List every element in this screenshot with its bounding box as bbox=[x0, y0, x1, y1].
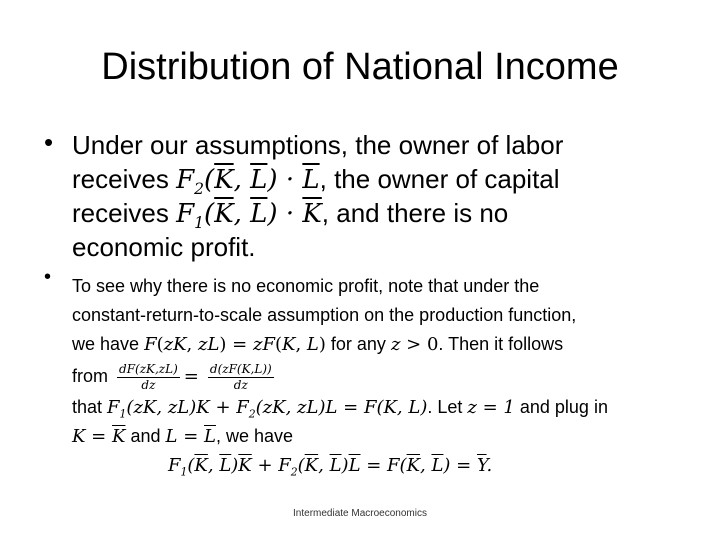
bullet-2-line-5: that $F_1(zK$, $zL)K + F_2(zK$, zL)L = F(K, L). Let z = 1 and plug in bbox=[72, 397, 608, 421]
bullet-1-line-4: economic profit. bbox=[72, 232, 256, 262]
crs-equation: F bbox=[144, 334, 157, 355]
bullet-2-line-4: from $\frac{dF(zK,zL)}{dz}$ = $\frac{d(zF(K,L))}{dz}$ bbox=[72, 361, 272, 392]
bullet-2 bbox=[72, 272, 672, 480]
bullet-dot-icon: • bbox=[44, 266, 52, 288]
bullet-dot-icon: • bbox=[44, 127, 54, 157]
k-substitution: $K = \overline{K}$ bbox=[72, 426, 126, 447]
derivative-fraction-right: $\frac{d(zF(K,L))}{dz}$ bbox=[209, 361, 272, 392]
bullet-1-line-1: Under our assumptions, the owner of labor bbox=[72, 130, 564, 160]
derivative-fraction-left: $\frac{dF(zK,zL)}{dz}$ bbox=[119, 361, 178, 392]
labor-income-formula: $F_2(\overline{K}$, $\overline{L}) \cdot \overline{L}$ bbox=[176, 165, 320, 199]
euler-equation: $F_1(zK$, $zL)K + F_2(zK$, zL)L = F(K, L) bbox=[107, 397, 428, 421]
slide-footer: Intermediate Macroeconomics bbox=[293, 508, 427, 519]
z-condition: z bbox=[390, 334, 401, 355]
l-substitution: $L = \overline{L}$ bbox=[165, 426, 216, 447]
bullet-2-line-1: To see why there is no economic profit, note that under the bbox=[72, 276, 540, 296]
bullet-2-line-3: we have F(zK, zL) = zF(K, L) for any z > 0. Then it follows bbox=[72, 334, 564, 355]
bullet-1 bbox=[72, 128, 672, 264]
z-equals-one: z = 1 bbox=[467, 397, 515, 418]
capital-income-formula: $F_1(\overline{K}$, $\overline{L}) \cdot \overline{K}$ bbox=[176, 199, 322, 233]
slide-title: Distribution of National Income bbox=[101, 46, 619, 88]
bullet-2-line-7 bbox=[72, 451, 672, 480]
bullet-2-line-2: constant-return-to-scale assumption on the production function, bbox=[72, 305, 577, 325]
bullet-1-line-2: receives $F_2(\overline{K}$, $\overline{L}) \cdot \overline{L}$, the owner of capital bbox=[72, 164, 560, 199]
final-equation: $F_1(\overline{K}$, $\overline{L})\overline{K} + F_2(\overline{K}$, $\overline{L})\overline{L} = F(\overline{K}$, $\overline{L}) = \overline{Y}$. bbox=[168, 455, 493, 479]
bullet-2-line-6: $K = \overline{K}$ and $L = \overline{L}$, we have bbox=[72, 426, 293, 447]
bullet-1-line-3: receives $F_1(\overline{K}$, $\overline{L}) \cdot \overline{K}$, and there is no bbox=[72, 198, 509, 233]
